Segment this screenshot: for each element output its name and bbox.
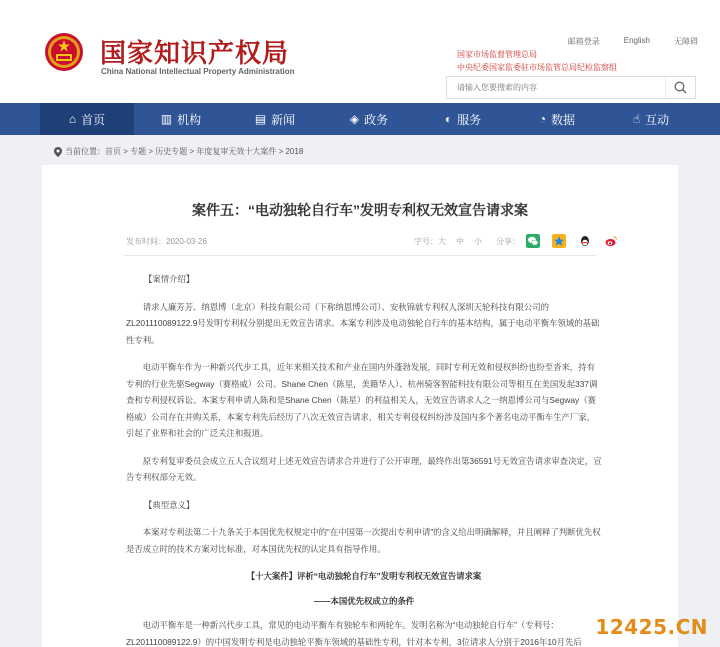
search-box	[446, 76, 696, 99]
english-link[interactable]: English	[623, 36, 650, 45]
search-input[interactable]	[447, 77, 665, 98]
nav-item-label: 政务	[364, 112, 389, 127]
supervision-line-1[interactable]: 国家市场监督管理总局	[457, 50, 537, 59]
nav-item-label: 数据	[551, 112, 576, 127]
hand-icon: ☝	[632, 112, 641, 126]
nav-item-home[interactable]	[40, 103, 134, 135]
article-body	[126, 271, 602, 647]
location-pin-icon	[54, 147, 62, 157]
analysis-subheading: ——本国优先权成立的条件	[313, 595, 415, 606]
article-meta	[126, 234, 618, 248]
font-size-options	[438, 236, 482, 247]
search-icon	[674, 81, 687, 94]
accessibility-link[interactable]: 无障碍	[674, 37, 698, 46]
building-icon: ▥	[160, 112, 173, 126]
main-nav	[0, 103, 720, 135]
search-button[interactable]	[665, 77, 695, 98]
article-divider	[124, 255, 596, 256]
nav-item-service[interactable]	[416, 103, 510, 135]
supervision-line-2[interactable]: 中央纪委国家监委驻市场监管总局纪检监察组	[457, 63, 617, 72]
nav-item-label: 服务	[457, 112, 482, 127]
font-size-large[interactable]: 大	[438, 236, 446, 246]
service-icon: ◐	[444, 112, 453, 126]
nav-item-news[interactable]	[228, 103, 322, 135]
layers-icon: ◈	[349, 112, 360, 126]
supervision-info	[457, 48, 617, 74]
font-size-small[interactable]: 小	[474, 236, 482, 246]
nav-item-interaction[interactable]	[604, 103, 698, 135]
weibo-share-icon[interactable]	[604, 234, 618, 248]
nav-item-label: 首页	[81, 112, 106, 127]
font-size-medium[interactable]: 中	[456, 236, 464, 246]
nav-item-organization[interactable]	[134, 103, 228, 135]
home-icon: ⌂	[68, 112, 77, 126]
news-icon: ▤	[254, 112, 267, 126]
article-paragraph-5: 电动平衡车是一种新兴代步工具，常见的电动平衡车有独轮车和两轮车。发明名称为“电动独轮自行车”（专利号：ZL201110089122.9）的中国发明专利是电动独轮平衡车领域的基础性专利，针对本专利，3位请求人分别于2016年10月先后	[126, 620, 582, 647]
article-paragraph-3: 原专利复审委员会成立五人合议组对上述无效宣告请求合并进行了公开审理，最终作出第36591号无效宣告请求审查决定，宣告专利权部分无效。	[126, 455, 602, 482]
nav-item-label: 机构	[177, 112, 202, 127]
nav-item-label: 互动	[645, 112, 670, 127]
chart-icon: ◔	[538, 112, 547, 126]
publish-date: 发布时间：2020-03-26	[126, 236, 207, 246]
nav-item-government[interactable]	[322, 103, 416, 135]
breadcrumb-text[interactable]: 当前位置：首页 > 专题 > 历史专题 > 年度复审无效十大案件 > 2018	[65, 147, 304, 156]
font-size-label: 字号：	[414, 236, 438, 246]
article-paragraph-2: 电动平衡车作为一种新兴代步工具，近年来相关技术和产业在国内外蓬勃发展，同时专利无效和侵权纠纷也纷至沓来，持有专利的行业先驱Segway（赛格威）公司、Shane Chen（陈星，美籍华人）、杭州骑客智能科技有限公司等相互在美国发起337调查和专利侵权诉讼。本案专利申请人陈和是Shane Chen（陈星）的利益相关人，无效宣告请求人之一纳恩博公司与Segway（赛格威）公司存在并购关系，本案专利先后经历了八次无效宣告请求，相关专利侵权纠纷涉及国内多个著名电动平衡车生产厂家，引起了业界和社会的广泛关注和报道。	[126, 362, 598, 438]
section-heading-case-intro: 【案情介绍】	[144, 274, 195, 284]
qzone-share-icon[interactable]	[552, 234, 566, 248]
site-header	[0, 0, 720, 103]
qq-share-icon[interactable]	[578, 234, 592, 248]
share-label: 分享：	[496, 236, 520, 246]
top-links	[568, 36, 698, 47]
article-card	[42, 165, 678, 647]
mail-login-link[interactable]: 邮箱登录	[567, 37, 600, 46]
site-logo-title[interactable]: 国家知识产权局	[100, 39, 290, 69]
nav-item-label: 新闻	[271, 112, 296, 127]
article-paragraph-1: 请求人廉芳芳、纳恩博（北京）科技有限公司（下称纳恩博公司）、安秋锦就专利权人深圳天轮科技有限公司的ZL201110089122.9号发明专利权分别提出无效宣告请求。本案专利涉及电动独轮自行车的基本结构，属于电动平衡车领域的基础性专利。	[126, 301, 600, 345]
article-title: 案件五：“电动独轮自行车”发明专利权无效宣告请求案	[192, 202, 528, 218]
section-heading-significance: 【典型意义】	[144, 499, 195, 510]
share-buttons	[526, 234, 618, 248]
analysis-heading: 【十大案件】评析“电动独轮自行车”发明专利权无效宣告请求案	[246, 571, 482, 581]
site-watermark: 12425.CN	[595, 615, 708, 639]
breadcrumb	[54, 146, 303, 157]
nav-item-data[interactable]	[510, 103, 604, 135]
article-paragraph-4: 本案对专利法第二十九条关于本国优先权规定中的“在中国第一次提出专利申请”的含义给出明确解释，并且阐释了判断优先权是否成立时的技术方案对比标准，对本国优先权的认定具有指导作用。	[126, 527, 601, 554]
national-emblem-icon	[44, 32, 84, 72]
wechat-share-icon[interactable]	[526, 234, 540, 248]
site-logo-subtitle: China National Intellectual Property Administration	[101, 67, 295, 76]
